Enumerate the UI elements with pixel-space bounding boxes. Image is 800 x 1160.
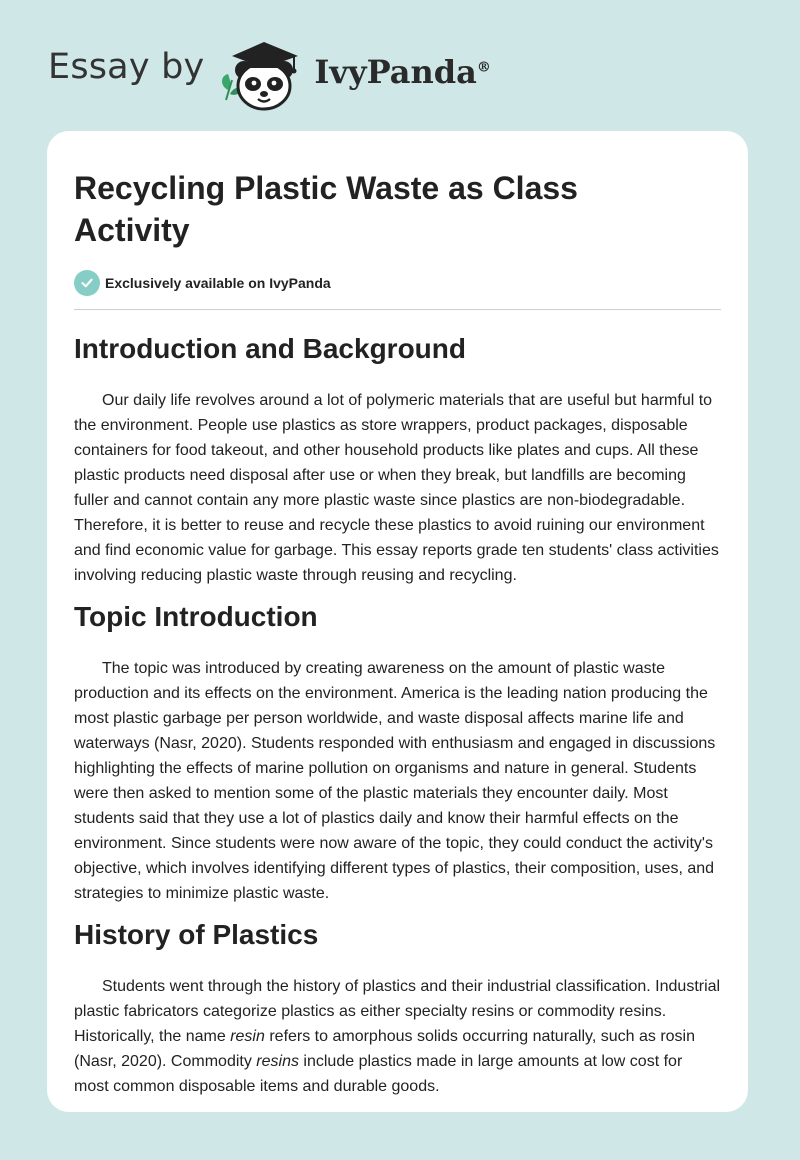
section-paragraph-introduction: Our daily life revolves around a lot of polymeric materials that are useful but harmful to the environment. People use plastics as store wrappers, product packages, disposable containers for food takeout, and other household products like plates and cups. All these plastic products need disposal after use or when they break, but landfills are becoming fuller and cannot contain any more plastic waste since plastics are non-biodegradable. Therefore, it is better to reuse and recycle these plastics to avoid ruining our environment and find economic value for garbage. This essay reports grade ten students' class activities involving reducing plastic waste through reusing and recycling. — [74, 392, 719, 584]
emphasis-resins: resins — [256, 1053, 299, 1070]
brand-name: IvyPanda® — [314, 53, 491, 91]
exclusive-badge — [74, 270, 721, 296]
section-heading-introduction: Introduction and Background — [74, 333, 466, 364]
check-circle-icon — [74, 270, 100, 296]
section-paragraph-topic-introduction: The topic was introduced by creating awareness on the amount of plastic waste production and its effects on the environment. America is the leading nation producing the most plastic garbage per person worldwide, and waste disposal affects marine life and waterways (Nasr, 2020). Students responded with enthusiasm and engaged in discussions highlighting the effects of marine pollution on organisms and nature in general. Students were then asked to mention some of the plastic materials they encounter daily. Most students said that they use a lot of plastics daily and know their harmful effects on the environment. Since students were now aware of the topic, they could conduct the activity's objective, which involves identifying different types of plastics, their composition, uses, and strategies to minimize plastic waste. — [74, 660, 716, 902]
essay-by-label: Essay by — [48, 47, 205, 87]
emphasis-resin: resin — [230, 1028, 265, 1045]
exclusive-label: Exclusively available on IvyPanda — [105, 275, 331, 291]
section-paragraph-history-of-plastics: Students went through the history of plastics and their industrial classification. Industrial plastic fabricators categorize plastics as either specialty resins or commodity resins. Historically, the name resin refers to amorphous solids occurring naturally, such as rosin (Nasr, 2020). Commodity resins include plastics made in large amounts at low cost for most common disposable items and durable goods. — [74, 978, 721, 1095]
page-title: Recycling Plastic Waste as Class Activity — [74, 170, 578, 248]
panda-graduate-icon — [218, 36, 310, 112]
divider — [74, 309, 721, 310]
section-heading-history-of-plastics: History of Plastics — [74, 919, 319, 950]
ivypanda-logo[interactable] — [218, 36, 310, 112]
brand-header — [48, 34, 491, 114]
section-heading-topic-introduction: Topic Introduction — [74, 601, 318, 632]
essay-card — [47, 131, 748, 1112]
registered-mark: ® — [476, 59, 491, 76]
